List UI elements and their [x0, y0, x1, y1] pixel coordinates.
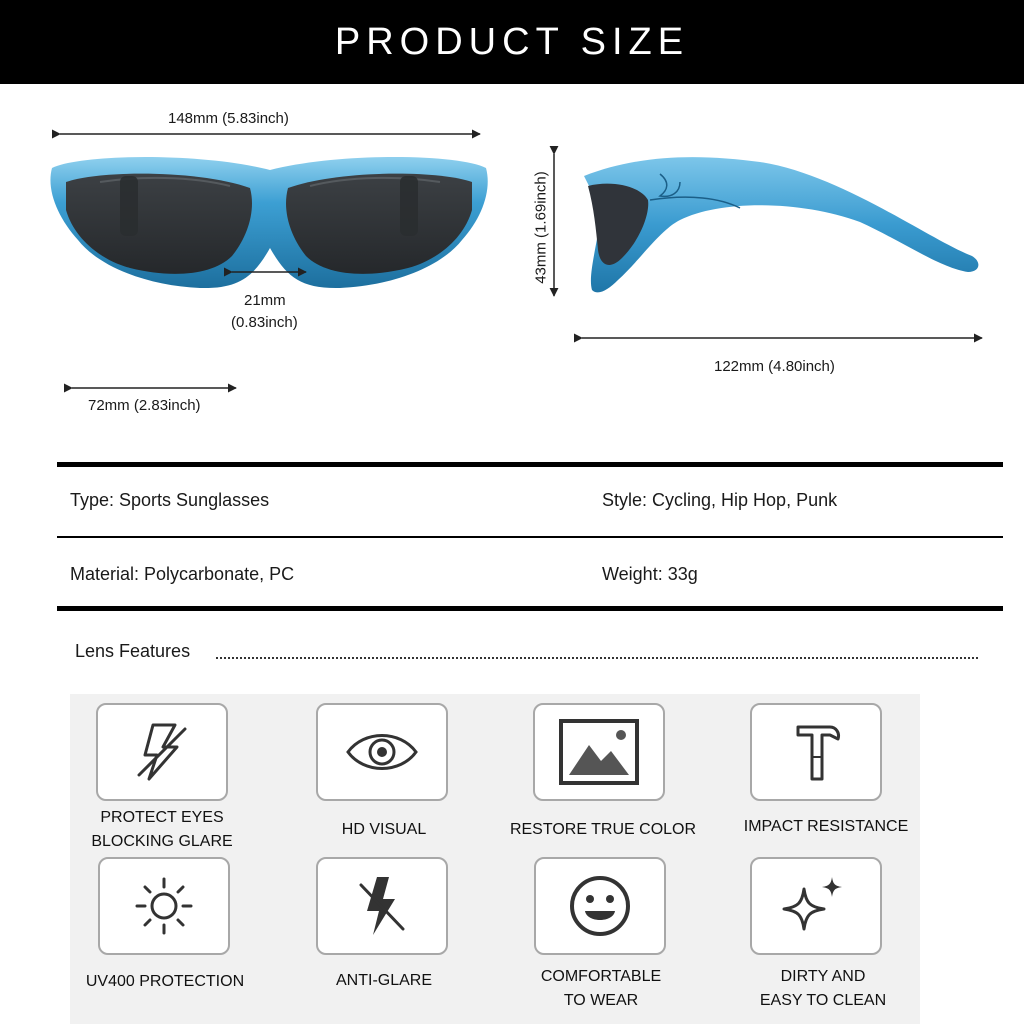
header-bar — [0, 0, 1024, 84]
spec-table-divider — [57, 536, 1003, 538]
spec-weight: Weight: 33g — [602, 564, 698, 584]
feature-card-easy-clean — [750, 857, 882, 955]
spec-style: Style: Cycling, Hip Hop, Punk — [602, 490, 838, 510]
spec-material: Material: Polycarbonate, PC — [70, 564, 295, 584]
feature-label-true-color: RESTORE TRUE COLOR — [509, 821, 697, 838]
front-view-glasses — [50, 157, 487, 288]
feature-card-comfortable — [534, 857, 666, 955]
anti-glare-icon — [347, 871, 417, 941]
feature-label-hd-visual: HD VISUAL — [341, 821, 427, 838]
side-view-glasses — [584, 157, 978, 292]
lightning-slash-icon — [127, 717, 197, 787]
feature-label-comfortable: COMFORTABLE TO WEAR — [540, 968, 662, 1009]
hammer-icon — [786, 717, 846, 787]
feature-label-easy-clean: DIRTY AND EASY TO CLEAN — [759, 968, 887, 1009]
feature-label-anti-glare: ANTI-GLARE — [335, 972, 433, 989]
eye-icon — [342, 722, 422, 782]
total-width-label: 148mm (5.83inch) — [168, 110, 289, 127]
spec-type: Type: Sports Sunglasses — [70, 490, 270, 510]
page-title: PRODUCT SIZE — [334, 20, 690, 63]
feature-card-impact — [750, 703, 882, 801]
bridge-width-label: 21mm — [244, 292, 286, 309]
feature-card-protect-eyes — [96, 703, 228, 801]
feature-card-anti-glare — [316, 857, 448, 955]
smiley-icon — [565, 871, 635, 941]
feature-label-impact: IMPACT RESISTANCE — [743, 818, 909, 835]
feature-label-uv400: UV400 PROTECTION — [85, 973, 245, 990]
landscape-picture-icon — [557, 717, 641, 787]
feature-card-uv400 — [98, 857, 230, 955]
sparkle-icon — [776, 871, 856, 941]
lens-width-label: 72mm (2.83inch) — [88, 397, 201, 414]
feature-card-true-color — [533, 703, 665, 801]
sun-icon — [129, 871, 199, 941]
lens-features-title: Lens Features — [75, 641, 191, 661]
sunglasses-diagram — [0, 90, 1024, 430]
spec-table-top-rule — [57, 462, 1003, 467]
lens-features-dotted-leader — [216, 657, 978, 659]
bridge-width-inch-label: (0.83inch) — [231, 314, 298, 331]
feature-card-hd-visual — [316, 703, 448, 801]
feature-label-protect-eyes: PROTECT EYES BLOCKING GLARE — [91, 809, 233, 850]
lens-height-label: 43mm (1.69inch) — [532, 171, 550, 284]
spec-table-bottom-rule — [57, 606, 1003, 611]
temple-length-label: 122mm (4.80inch) — [714, 358, 835, 375]
